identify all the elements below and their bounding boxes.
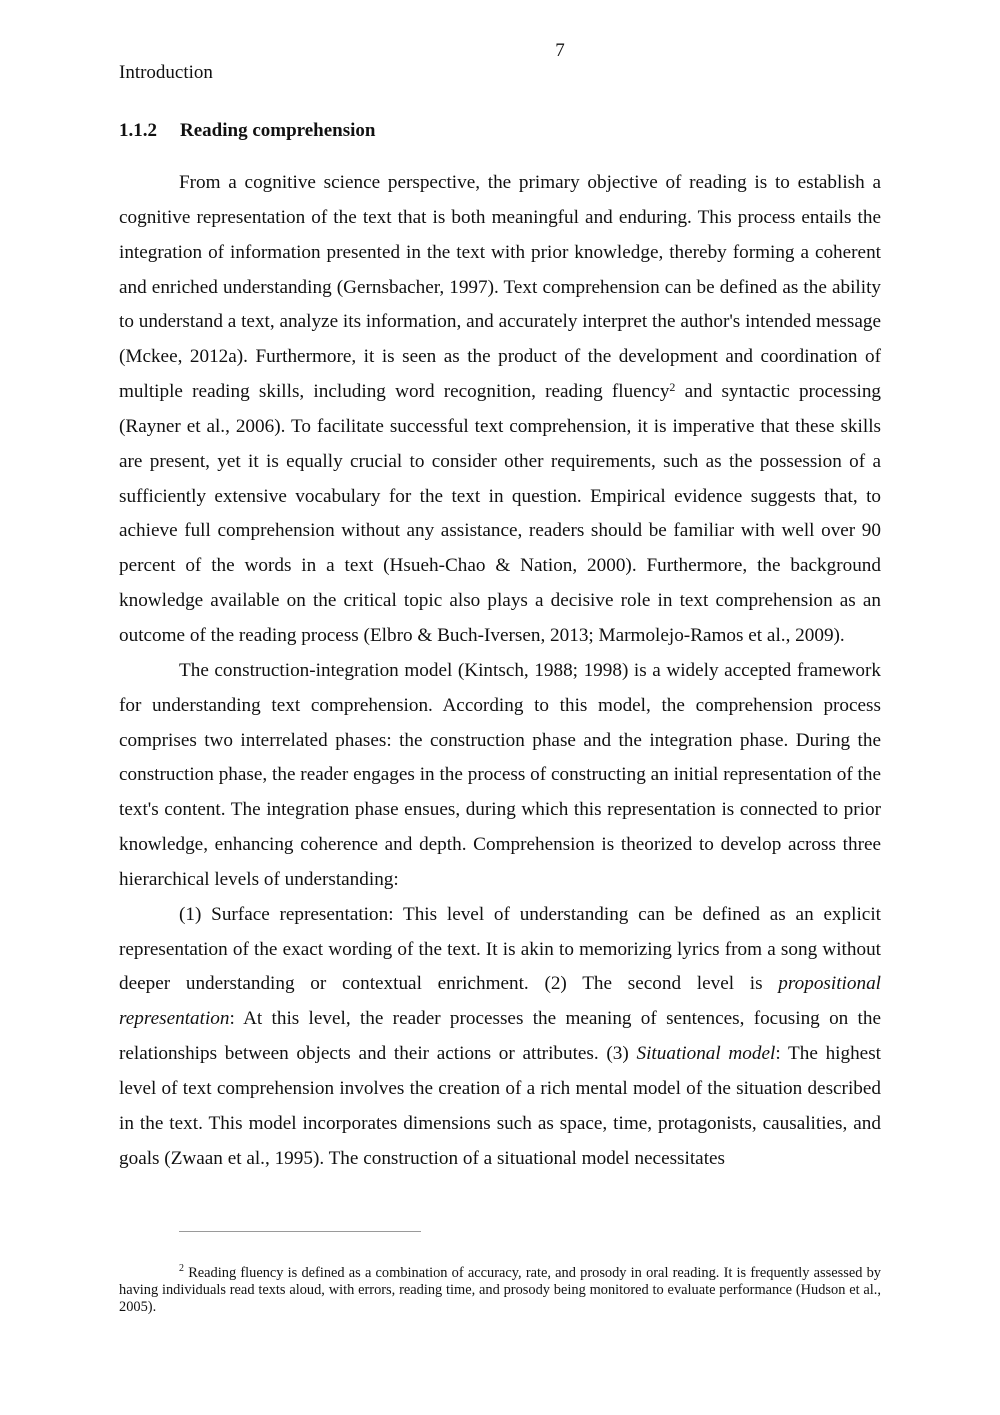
footnote-separator <box>179 1231 421 1232</box>
footnote-2 <box>119 1265 881 1315</box>
footnote-reference[interactable]: 2 <box>669 379 676 394</box>
section-heading <box>119 120 375 142</box>
body-text <box>119 166 881 1176</box>
running-head: Introduction <box>119 62 213 83</box>
term-propositional-representation: propositional representation <box>119 973 881 1030</box>
section-title: Reading comprehension <box>180 120 376 141</box>
section-number: 1.1.2 <box>119 120 157 141</box>
paragraph-1-part-b: and syntactic processing (Rayner et al., 2006). To facilitate successful text comprehension, it is imperative that these skills are present, yet it is equally crucial to consider other requirements, such as the possession of a sufficiently extensive vocabulary for the text in question. Empirical evidence suggests that, to achieve full comprehension without any assistance, readers should be familiar with well over 90 percent of the words in a text (Hsueh-Chao & Nation, 2000). Furthermore, the background knowledge available on the critical topic also plays a decisive role in text comprehension as an outcome of the reading process (Elbro & Buch-Iversen, 2013; Marmolejo-Ramos et al., 2009). <box>119 381 882 646</box>
paragraph-3-part-a: (1) Surface representation: This level of understanding can be defined as an explicit representation of the exact wording of the text. It is akin to memorizing lyrics from a song without deeper understanding or contextual enrichment. (2) The second level is <box>119 903 881 995</box>
footnote-marker: 2 <box>179 1263 184 1275</box>
footnote-text: Reading fluency is defined as a combination of accuracy, rate, and prosody in oral reading. It is frequently assessed by having individuals read texts aloud, with errors, reading time, and prosody being monitored to evaluate performance (Hudson et al., 2005). <box>119 1265 881 1315</box>
footnote <box>119 1265 881 1315</box>
term-situational-model: Situational model <box>636 1043 776 1065</box>
paragraph-2: The construction-integration model (Kintsch, 1988; 1998) is a widely accepted framework for understanding text comprehension. According to this model, the comprehension process comprises two interrelated phases: the construction phase and the integration phase. During the construction phase, the reader engages in the process of constructing an initial representation of the text's content. The integration phase ensues, during which this representation is connected to prior knowledge, enhancing coherence and depth. Comprehension is theorized to develop across three hierarchical levels of understanding: <box>119 659 881 890</box>
paragraph-1 <box>119 166 881 654</box>
page-number: 7 <box>555 40 565 61</box>
paragraph-1-part-a: From a cognitive science perspective, the primary objective of reading is to establish a cognitive representation of the text that is both meaningful and enduring. This process entails the integration of information presented in the text with prior knowledge, thereby forming a coherent and enriched understanding (Gernsbacher, 1997). Text comprehension can be defined as the ability to understand a text, analyze its information, and accurately interpret the author's intended message (Mckee, 2012a). Furthermore, it is seen as the product of the development and coordination of multiple reading skills, including word recognition, reading fluency <box>119 172 881 403</box>
paragraph-3-part-b: : At this level, the reader processes the meaning of sentences, focusing on the relationships between objects and their actions or attributes. (3) <box>119 1008 881 1065</box>
paragraph-3-part-c: : The highest level of text comprehension involves the creation of a rich mental model of the situation described in the text. This model incorporates dimensions such as space, time, protagonists, causalities, and goals (Zwaan et al., 1995). The construction of a situational model necessitates <box>119 1043 881 1169</box>
paragraph-3 <box>119 898 881 1177</box>
